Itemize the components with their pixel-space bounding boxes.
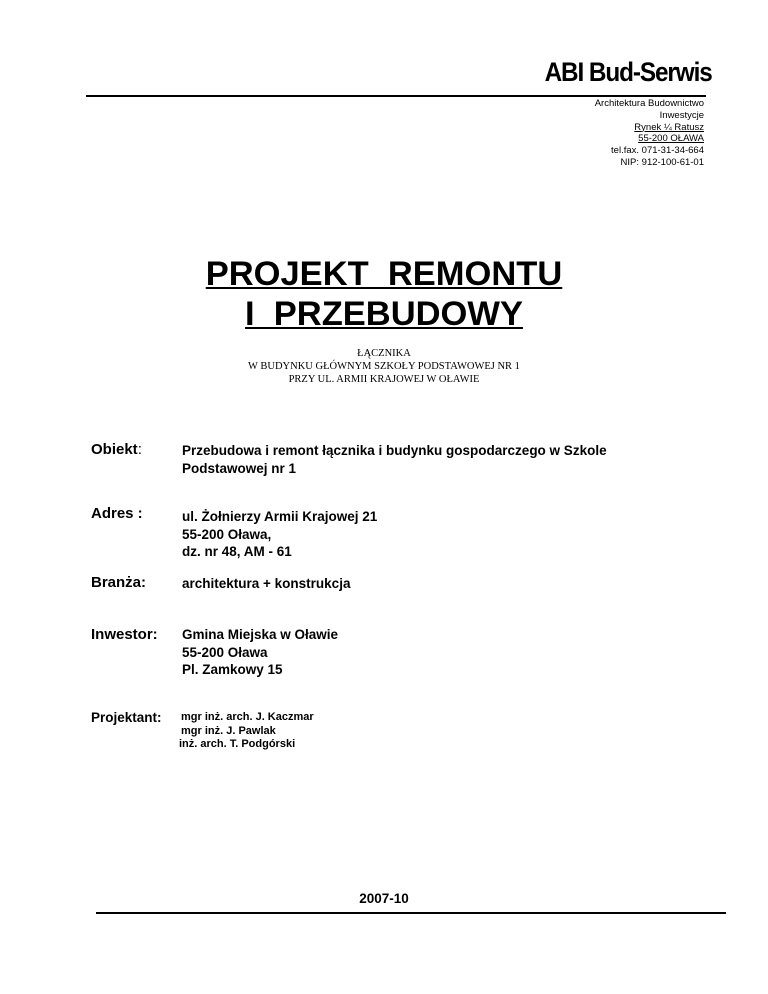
company-line: Inwestycje xyxy=(659,109,704,121)
field-value: architektura + konstrukcja xyxy=(182,576,351,591)
company-logo: ABI Bud-Serwis xyxy=(544,57,712,87)
footer-divider xyxy=(96,912,726,914)
field-value: Gmina Miejska w Oławie 55-200 Oława Pl. Zamkowy 15 xyxy=(182,627,339,677)
company-line: 55-200 OŁAWA xyxy=(638,133,704,145)
title-line-1: PROJEKT REMONTU xyxy=(205,255,563,293)
field-label: Inwestor: xyxy=(91,626,158,643)
title-line-2: I PRZEBUDOWY xyxy=(245,295,523,333)
field-label: Obiekt: xyxy=(91,441,142,458)
company-line: Architektura Budownictwo xyxy=(594,98,704,109)
field-label: Branża: xyxy=(91,574,147,591)
subtitle-line-3: PRZY UL. ARMII KRAJOWEJ W OŁAWIE xyxy=(288,374,480,385)
field-value: Przebudowa i remont łącznika i budynku gospodarczego w Szkole Podstawowej nr 1 xyxy=(182,443,607,476)
document-title xyxy=(0,254,768,334)
company-line: Rynek ¼ Ratusz xyxy=(634,121,704,133)
subtitle-line-2: W BUDYNKU GŁÓWNYM SZKOŁY PODSTAWOWEJ NR 1 xyxy=(248,361,520,372)
document-subtitle xyxy=(0,347,768,386)
field-label: Adres : xyxy=(91,505,143,522)
field-label: Projektant: xyxy=(91,710,162,725)
header-divider xyxy=(86,95,706,97)
document-date: 2007-10 xyxy=(359,891,409,906)
company-address-block xyxy=(404,98,704,169)
company-line: tel.fax. 071-31-34-664 xyxy=(611,145,704,157)
field-value: ul. Żołnierzy Armii Krajowej 21 55-200 Oława, dz. nr 48, AM - 61 xyxy=(182,509,378,559)
field-value: mgr inż. arch. J. Kaczmar mgr inż. J. Pawlak inż. arch. T. Podgórski xyxy=(179,711,314,750)
subtitle-line-1: ŁĄCZNIKA xyxy=(357,348,411,359)
company-line: NIP: 912-100-61-01 xyxy=(620,156,704,168)
